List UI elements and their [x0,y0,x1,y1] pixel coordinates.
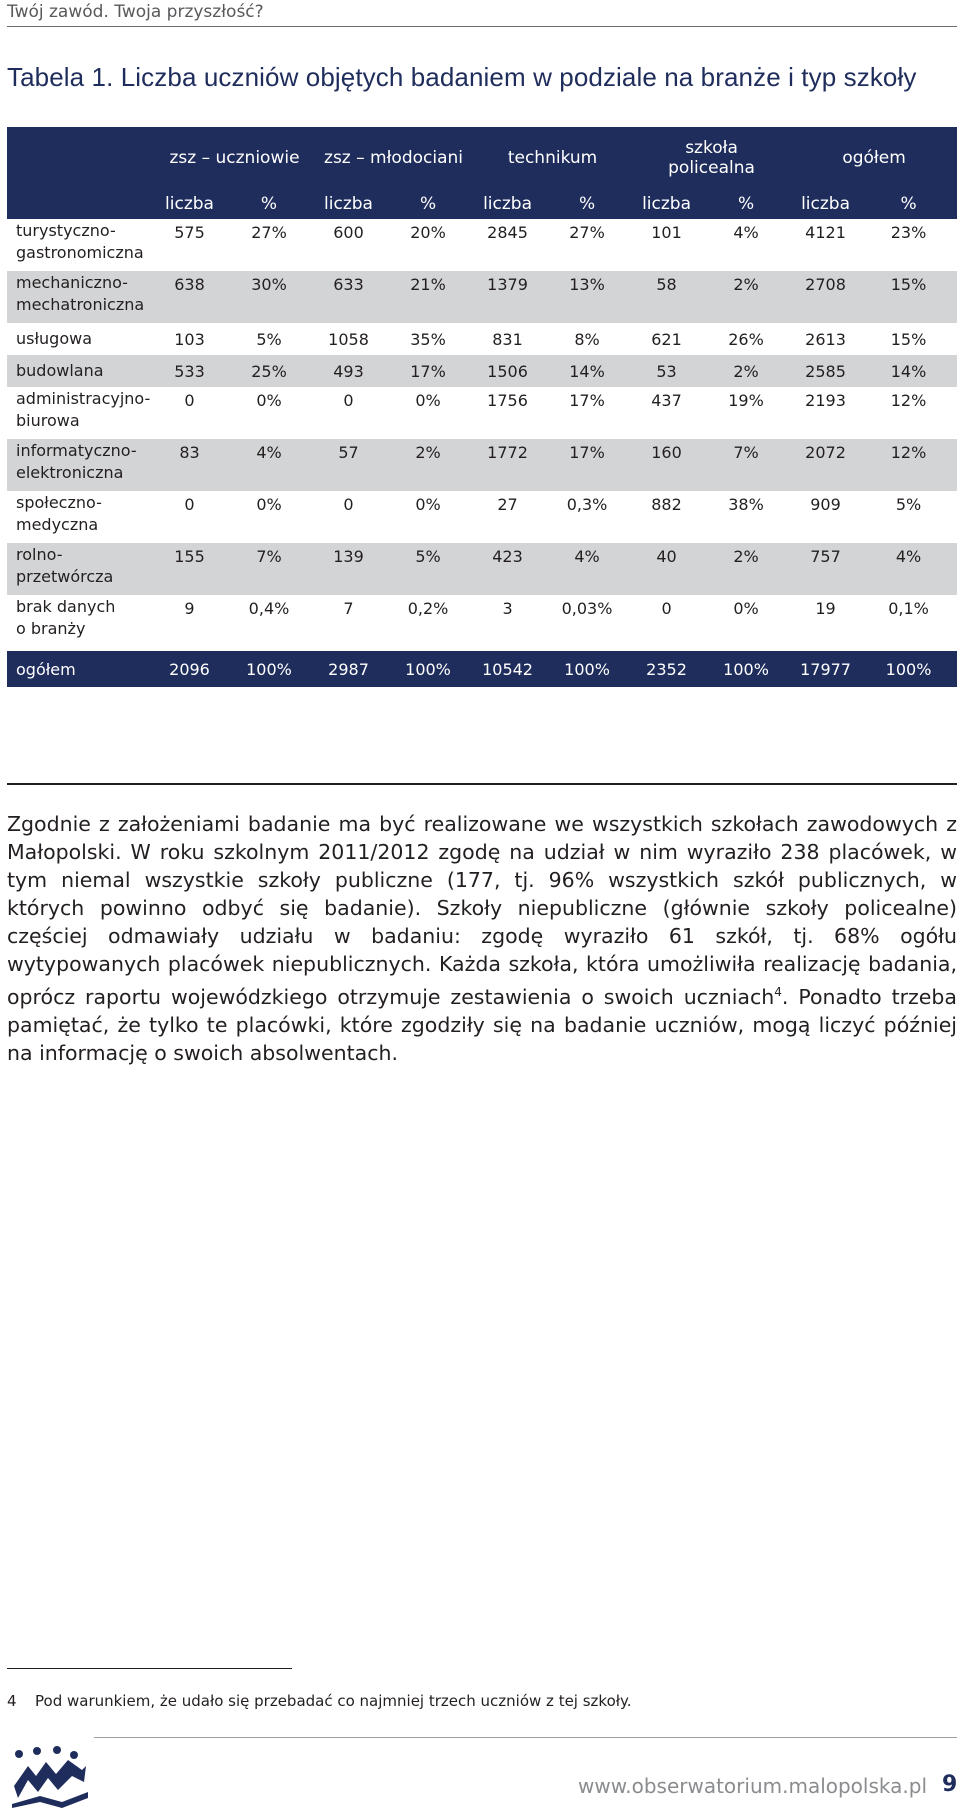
table-cell: 831 [473,323,542,355]
table-cell: 1506 [473,355,542,387]
total-cell: 100% [383,651,473,687]
group-header [632,127,791,189]
footnote-rule [7,1668,292,1669]
table-cell: 30% [224,271,314,323]
table-cell: 0,2% [383,595,473,651]
row-category-line: medyczna [16,515,99,534]
row-category [7,219,155,271]
table-cell: 757 [791,543,860,595]
table-cell: 882 [632,491,701,543]
row-category-line: brak danych [16,597,116,616]
subheader: liczba [632,189,701,219]
table-cell: 40 [632,543,701,595]
footer-rule [94,1737,957,1738]
corner-cell [7,127,155,189]
group-header: zsz – uczniowie [155,127,314,189]
row-category-line: biurowa [16,411,80,430]
table-cell: 103 [155,323,224,355]
row-category-line: elektroniczna [16,463,124,482]
running-head: Twój zawód. Twoja przyszłość? [7,2,264,22]
table-cell: 2% [383,439,473,491]
observatory-logo-icon [10,1746,90,1808]
table-group-header-row [7,127,957,189]
subheader: liczba [314,189,383,219]
table-row [7,219,957,271]
table-cell: 2072 [791,439,860,491]
table-cell: 17% [542,387,632,439]
table-cell: 0% [701,595,791,651]
table-subheader-row [7,189,957,219]
table-cell: 7% [224,543,314,595]
subheader: % [860,189,957,219]
total-cell: 100% [542,651,632,687]
table-cell: 2% [701,543,791,595]
body-paragraph [7,810,957,1067]
total-cell: 100% [224,651,314,687]
row-category-line: o branży [16,619,86,638]
table-cell: 5% [224,323,314,355]
row-category-line: mechatroniczna [16,295,145,314]
table-cell: 2845 [473,219,542,271]
row-category [7,491,155,543]
table-cell: 0% [224,491,314,543]
subheader: % [542,189,632,219]
row-category-line: informatyczno- [16,441,137,460]
subheader: % [383,189,473,219]
table-cell: 0,3% [542,491,632,543]
table-cell: 83 [155,439,224,491]
table-cell: 1058 [314,323,383,355]
table-cell: 17% [542,439,632,491]
table-cell: 14% [860,355,957,387]
table-row [7,323,957,355]
subheader: liczba [155,189,224,219]
total-cell: 10542 [473,651,542,687]
table-cell: 21% [383,271,473,323]
table-cell: 2708 [791,271,860,323]
table-row [7,387,957,439]
table-cell: 533 [155,355,224,387]
table-cell: 15% [860,323,957,355]
table-row [7,355,957,387]
table-cell: 0 [314,387,383,439]
table-cell: 493 [314,355,383,387]
row-category-line: przetwórcza [16,567,114,586]
table-cell: 2% [701,271,791,323]
body-text-part: . Ponadto trzeba pamiętać, że tylko te placówki, które zgodziły się na badanie uczniów, mogą liczyć później na informację o swoich absolwentach. [7,984,957,1065]
table-cell: 437 [632,387,701,439]
row-category [7,355,155,387]
group-header: ogółem [791,127,957,189]
table-cell: 57 [314,439,383,491]
body-text-part: Zgodnie z założeniami badanie ma być realizowane we wszystkich szkołach zawodowych z Małopolski. W roku szkolnym 2011/2012 zgodę na udział w nim wyraziło 238 placówek, w tym niemal wszystkie szkoły publiczne (177, tj. 96% wszystkich szkół publicznych, w których powinno odbyć się badanie). Szkoły niepubliczne (głównie szkoły policealne) częściej odmawiały udziału w badaniu: zgodę wyraziło 61 szkół, tj. 68% ogółu wytypowanych placówek niepublicznych. Każda szkoła, która umożliwiła realizację badania, oprócz raportu wojewódzkiego otrzymuje zestawienia o swoich uczniach [7,812,957,1009]
page-number: 9 [942,1772,958,1797]
table-cell: 7% [701,439,791,491]
table-cell: 423 [473,543,542,595]
table-cell: 0 [632,595,701,651]
table-cell: 26% [701,323,791,355]
table-cell: 2193 [791,387,860,439]
website-url: www.obserwatorium.malopolska.pl [578,1774,927,1798]
table-cell: 0% [383,387,473,439]
table-cell: 9 [155,595,224,651]
table-cell: 35% [383,323,473,355]
table-cell: 4% [860,543,957,595]
table-cell: 4% [224,439,314,491]
footnote-number: 4 [7,1692,17,1710]
table-row [7,439,957,491]
footnote-ref: 4 [774,985,782,999]
table-cell: 25% [224,355,314,387]
subheader: % [701,189,791,219]
table-cell: 101 [632,219,701,271]
header-rule [7,26,957,27]
row-category-line: społeczno- [16,493,102,512]
corner-cell [7,189,155,219]
row-category [7,439,155,491]
table-cell: 0,03% [542,595,632,651]
table-cell: 0,4% [224,595,314,651]
table-row [7,491,957,543]
table-cell: 15% [860,271,957,323]
table-title: Tabela 1. Liczba uczniów objętych badaniem w podziale na branże i typ szkoły [7,62,917,92]
table-cell: 19 [791,595,860,651]
table-cell: 19% [701,387,791,439]
table-cell: 0 [155,491,224,543]
row-category-line: gastronomiczna [16,243,144,262]
table-total-row [7,651,957,687]
total-label: ogółem [7,651,155,687]
table-cell: 17% [383,355,473,387]
table-cell: 58 [632,271,701,323]
table-cell: 1379 [473,271,542,323]
group-header-line: szkoła [685,138,738,158]
row-category [7,595,155,651]
table-row [7,271,957,323]
row-category-line: mechaniczno- [16,273,128,292]
table-cell: 8% [542,323,632,355]
table-cell: 7 [314,595,383,651]
table-cell: 0% [383,491,473,543]
data-table [7,127,957,687]
table-cell: 4121 [791,219,860,271]
table-cell: 633 [314,271,383,323]
table-cell: 2% [701,355,791,387]
table-cell: 0% [224,387,314,439]
table-cell: 38% [701,491,791,543]
total-cell: 2352 [632,651,701,687]
total-cell: 100% [701,651,791,687]
table-cell: 155 [155,543,224,595]
subheader: liczba [473,189,542,219]
group-header-line: policealna [668,158,755,178]
table-cell: 27% [224,219,314,271]
row-category [7,323,155,355]
footnote-text: Pod warunkiem, że udało się przebadać co najmniej trzech uczniów z tej szkoły. [35,1692,632,1710]
total-cell: 17977 [791,651,860,687]
table-cell: 575 [155,219,224,271]
total-cell: 100% [860,651,957,687]
table-cell: 14% [542,355,632,387]
row-category-line: administracyjno- [16,389,151,408]
table-cell: 1772 [473,439,542,491]
row-category-line: budowlana [16,361,104,380]
footnote [7,1692,632,1710]
row-category-line: usługowa [16,329,92,348]
table-cell: 0 [314,491,383,543]
table-cell: 4% [701,219,791,271]
group-header: technikum [473,127,632,189]
table-row [7,595,957,651]
table-row [7,543,957,595]
table-cell: 20% [383,219,473,271]
row-category [7,387,155,439]
group-header: zsz – młodociani [314,127,473,189]
table-cell: 3 [473,595,542,651]
table-cell: 1756 [473,387,542,439]
table-cell: 12% [860,439,957,491]
table-cell: 13% [542,271,632,323]
table-cell: 5% [383,543,473,595]
table-cell: 53 [632,355,701,387]
table-cell: 27 [473,491,542,543]
section-rule [7,783,957,785]
table-cell: 4% [542,543,632,595]
table-cell: 27% [542,219,632,271]
row-category [7,543,155,595]
table-cell: 638 [155,271,224,323]
total-cell: 2987 [314,651,383,687]
table-cell: 0,1% [860,595,957,651]
table-cell: 139 [314,543,383,595]
row-category [7,271,155,323]
table-cell: 909 [791,491,860,543]
table-cell: 2613 [791,323,860,355]
table-cell: 2585 [791,355,860,387]
subheader: liczba [791,189,860,219]
table-cell: 23% [860,219,957,271]
table-cell: 160 [632,439,701,491]
table-cell: 621 [632,323,701,355]
table-cell: 5% [860,491,957,543]
subheader: % [224,189,314,219]
table-cell: 12% [860,387,957,439]
table-cell: 0 [155,387,224,439]
row-category-line: rolno- [16,545,63,564]
total-cell: 2096 [155,651,224,687]
table-cell: 600 [314,219,383,271]
row-category-line: turystyczno- [16,221,116,240]
